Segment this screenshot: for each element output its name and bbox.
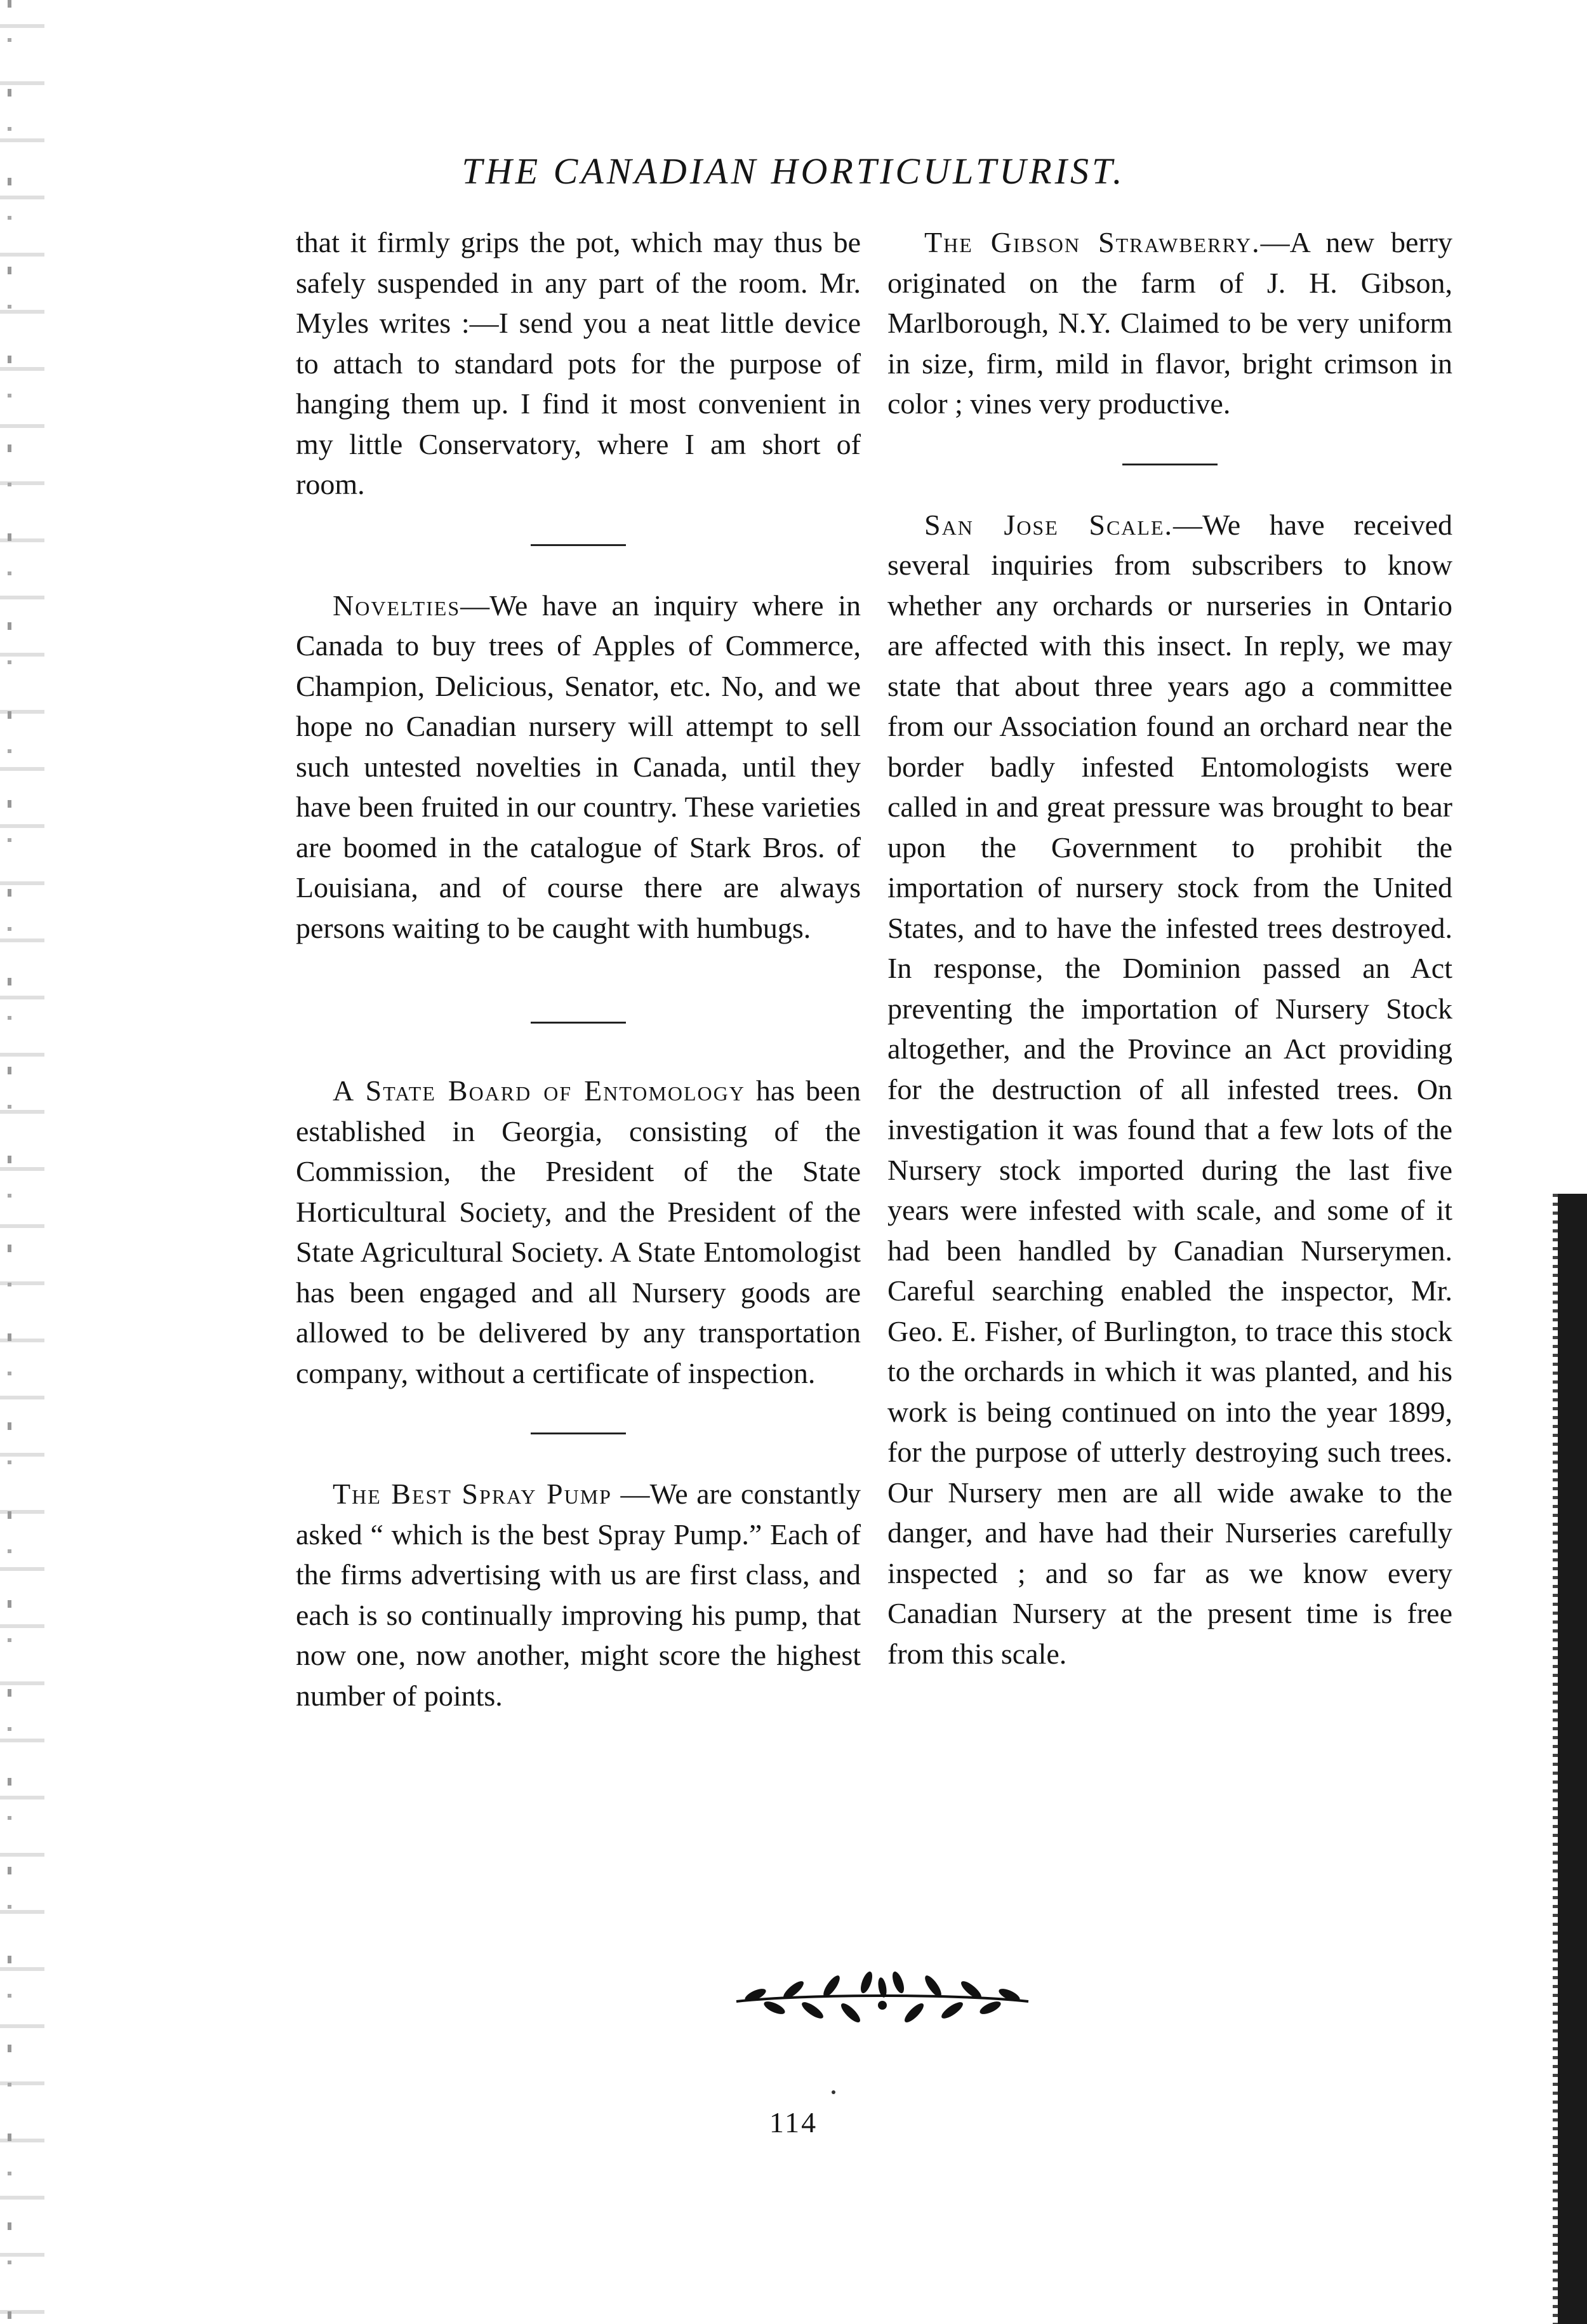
scale-paragraph — [887, 505, 1452, 1674]
spray-pump-paragraph — [296, 1474, 861, 1716]
right-column — [887, 222, 1452, 1674]
strawberry-title: The Gibson Strawberry. — [924, 226, 1261, 258]
scale-text: —We have received several inquiries from subscribers to know whether any orchards or nurseries in Ontario are affected with this insect. In reply, we may state that about three years ago a committee from our Association found an orchard near the border badly infested Entomologists were called in and great pressure was brought to bear upon the Government to prohibit the importation of nursery stock from the United States, and to have the infested trees destroyed. In response, the Dominion passed an Act preventing the importation of Nursery Stock altogether, and the Province an Act providing for the destruction of all infested trees. On investigation it was found that a few lots of the Nursery stock imported during the last five years were infested with scale, and some of it had been handled by Canadian Nurserymen. Careful searching enabled the inspector, Mr. Geo. E. Fisher, of Burlington, to trace this stock to the orchards in which it was planted, and his work is being continued on into the year 1899, for the purpose of utterly destroying such trees. Our Nursery men are all wide awake to the danger, and have had their Nurseries carefully inspected ; and so far as we know every Canadian Nursery at the present time is free from this scale. — [887, 508, 1452, 1670]
spray-pump-title: The Best Spray Pump — [333, 1478, 612, 1510]
novelties-text: —We have an inquiry where in Canada to buy trees of Apples of Commerce, Champion, Delicious, Senator, etc. No, and we hope no Canadian nursery will attempt to sell such untested novelties in Canada, until they have been fruited in our country. These varieties are boomed in the catalogue of Stark Bros. of Louisiana, and of course there are always persons waiting to be caught with humbugs. — [296, 589, 861, 944]
entomology-paragraph — [296, 1071, 861, 1393]
scan-edge-right — [1558, 1194, 1587, 2324]
strawberry-text: —A new berry originated on the farm of J. H. Gibson, Marlborough, N.Y. Claimed to be very uniform in size, firm, mild in flavor, bright crimson in color ; vines very productive. — [887, 226, 1453, 420]
page-number: 114 — [769, 2106, 818, 2139]
scan-edge-left — [0, 0, 44, 2324]
leaf-ornament-icon — [730, 1968, 1035, 2026]
running-title: THE CANADIAN HORTICULTURIST. — [461, 150, 1126, 192]
spray-pump-text: —We are constantly asked “ which is the best Spray Pump.” Each of the firms advertising with us are first class, and each is so continually improving his pump, that now one, now another, might score the highest number of points. — [296, 1478, 861, 1712]
scale-title: San Jose Scale. — [924, 508, 1174, 541]
entomology-title: A State Board of Entomology — [333, 1074, 745, 1107]
novelties-title: Novelties — [333, 589, 461, 622]
entomology-text: has been established in Georgia, consisting of the Commission, the President of the State Horticultural Society, and the President of the State Agricultural Society. A State Entomologist has been engaged and all Nursery goods are allowed to be delivered by any transportation company, without a certificate of inspection. — [296, 1074, 861, 1389]
scan-speck — [832, 2090, 835, 2094]
continued-paragraph: that it firmly grips the pot, which may thus be safely suspended in any part of the room. Mr. Myles writes :—I send you a neat little device to attach to standard pots for the purpose of hanging them up. I find it most convenient in my little Conservatory, where I am short of room. — [296, 226, 861, 500]
novelties-paragraph — [296, 585, 861, 949]
strawberry-paragraph — [887, 222, 1452, 424]
left-column — [296, 222, 861, 1716]
